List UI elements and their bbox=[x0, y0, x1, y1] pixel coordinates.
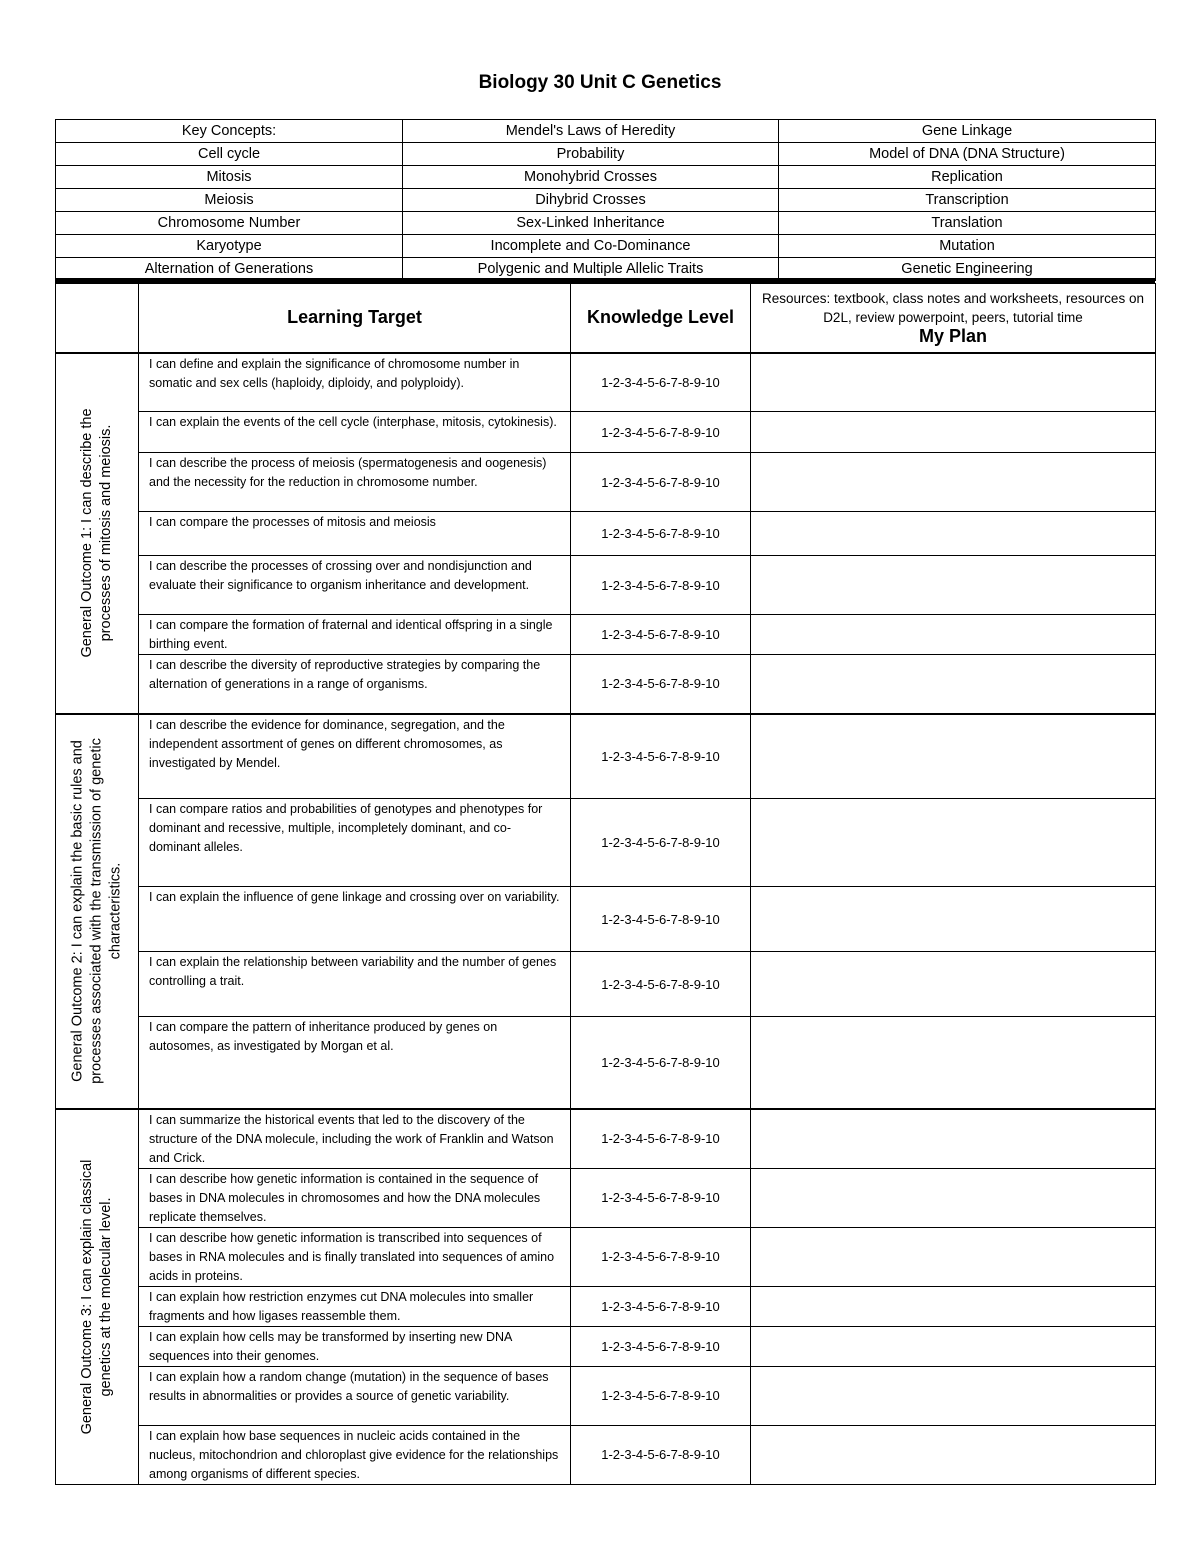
learning-target-text: I can describe the evidence for dominance, segregation, and the independent assortment of genes on different chromosomes, as investigated by Mendel. bbox=[139, 714, 571, 799]
my-plan-cell[interactable] bbox=[751, 512, 1156, 556]
learning-target-row bbox=[56, 655, 1156, 714]
learning-target-row bbox=[56, 556, 1156, 615]
knowledge-level-scale: 1-2-3-4-5-6-7-8-9-10 bbox=[571, 1425, 751, 1484]
key-concepts-row bbox=[56, 212, 1156, 235]
knowledge-level-scale: 1-2-3-4-5-6-7-8-9-10 bbox=[571, 453, 751, 512]
key-concept-cell: Genetic Engineering bbox=[779, 258, 1156, 281]
my-plan-cell[interactable] bbox=[751, 556, 1156, 615]
learning-target-row bbox=[56, 952, 1156, 1017]
knowledge-level-scale: 1-2-3-4-5-6-7-8-9-10 bbox=[571, 353, 751, 412]
resources-header-cell bbox=[751, 284, 1156, 353]
my-plan-cell[interactable] bbox=[751, 1168, 1156, 1227]
my-plan-cell[interactable] bbox=[751, 353, 1156, 412]
key-concept-cell: Key Concepts: bbox=[56, 120, 403, 143]
my-plan-cell[interactable] bbox=[751, 1326, 1156, 1366]
key-concept-cell: Meiosis bbox=[56, 189, 403, 212]
knowledge-level-scale: 1-2-3-4-5-6-7-8-9-10 bbox=[571, 1109, 751, 1169]
my-plan-cell[interactable] bbox=[751, 1017, 1156, 1109]
key-concept-cell: Mutation bbox=[779, 235, 1156, 258]
learning-target-text: I can compare the pattern of inheritance produced by genes on autosomes, as investigated by Morgan et al. bbox=[139, 1017, 571, 1109]
key-concepts-row bbox=[56, 166, 1156, 189]
key-concept-cell: Mitosis bbox=[56, 166, 403, 189]
learning-target-text: I can explain how a random change (mutation) in the sequence of bases results in abnormalities or provides a source of genetic variability. bbox=[139, 1366, 571, 1425]
learning-target-row bbox=[56, 1017, 1156, 1109]
learning-target-row bbox=[56, 1326, 1156, 1366]
learning-target-row bbox=[56, 1109, 1156, 1169]
general-outcome-label: General Outcome 3: I can explain classical genetics at the molecular level. bbox=[79, 1159, 114, 1434]
general-outcome-label: General Outcome 1: I can describe the processes of mitosis and meiosis. bbox=[79, 408, 114, 658]
key-concepts-row bbox=[56, 143, 1156, 166]
knowledge-level-scale: 1-2-3-4-5-6-7-8-9-10 bbox=[571, 1286, 751, 1326]
learning-target-row bbox=[56, 1227, 1156, 1286]
general-outcome-label: General Outcome 2: I can explain the basic rules and processes associated with the transmission of genetic characteristics. bbox=[69, 738, 124, 1084]
learning-target-row bbox=[56, 799, 1156, 887]
learning-target-text: I can explain the relationship between variability and the number of genes controlling a trait. bbox=[139, 952, 571, 1017]
learning-target-row bbox=[56, 353, 1156, 412]
my-plan-cell[interactable] bbox=[751, 1109, 1156, 1169]
key-concept-cell: Translation bbox=[779, 212, 1156, 235]
key-concept-cell: Incomplete and Co-Dominance bbox=[403, 235, 779, 258]
knowledge-level-scale: 1-2-3-4-5-6-7-8-9-10 bbox=[571, 1326, 751, 1366]
key-concept-cell: Chromosome Number bbox=[56, 212, 403, 235]
learning-target-row bbox=[56, 615, 1156, 655]
general-outcome-cell bbox=[56, 353, 139, 714]
knowledge-level-scale: 1-2-3-4-5-6-7-8-9-10 bbox=[571, 655, 751, 714]
my-plan-cell[interactable] bbox=[751, 714, 1156, 799]
knowledge-level-header: Knowledge Level bbox=[571, 284, 751, 353]
my-plan-cell[interactable] bbox=[751, 615, 1156, 655]
learning-target-text: I can describe the diversity of reproductive strategies by comparing the alternation of generations in a range of organisms. bbox=[139, 655, 571, 714]
key-concepts-row bbox=[56, 235, 1156, 258]
my-plan-cell[interactable] bbox=[751, 655, 1156, 714]
learning-target-text: I can describe how genetic information is transcribed into sequences of bases in RNA molecules and is finally translated into sequences of amino acids in proteins. bbox=[139, 1227, 571, 1286]
header-blank-cell bbox=[56, 284, 139, 353]
key-concept-cell: Transcription bbox=[779, 189, 1156, 212]
key-concept-cell: Gene Linkage bbox=[779, 120, 1156, 143]
knowledge-level-scale: 1-2-3-4-5-6-7-8-9-10 bbox=[571, 512, 751, 556]
key-concepts-row bbox=[56, 189, 1156, 212]
my-plan-cell[interactable] bbox=[751, 952, 1156, 1017]
learning-target-text: I can describe how genetic information is contained in the sequence of bases in DNA molecules in chromosomes and how the DNA molecules replicate themselves. bbox=[139, 1168, 571, 1227]
learning-target-text: I can compare the formation of fraternal and identical offspring in a single birthing event. bbox=[139, 615, 571, 655]
learning-target-row bbox=[56, 412, 1156, 453]
key-concept-cell: Monohybrid Crosses bbox=[403, 166, 779, 189]
knowledge-level-scale: 1-2-3-4-5-6-7-8-9-10 bbox=[571, 556, 751, 615]
knowledge-level-scale: 1-2-3-4-5-6-7-8-9-10 bbox=[571, 887, 751, 952]
learning-target-text: I can explain how cells may be transformed by inserting new DNA sequences into their genomes. bbox=[139, 1326, 571, 1366]
my-plan-cell[interactable] bbox=[751, 1366, 1156, 1425]
key-concept-cell: Polygenic and Multiple Allelic Traits bbox=[403, 258, 779, 281]
knowledge-level-scale: 1-2-3-4-5-6-7-8-9-10 bbox=[571, 952, 751, 1017]
knowledge-level-scale: 1-2-3-4-5-6-7-8-9-10 bbox=[571, 714, 751, 799]
learning-target-header: Learning Target bbox=[139, 284, 571, 353]
key-concept-cell: Karyotype bbox=[56, 235, 403, 258]
learning-target-text: I can explain the events of the cell cycle (interphase, mitosis, cytokinesis). bbox=[139, 412, 571, 453]
key-concepts-table bbox=[55, 119, 1156, 281]
key-concepts-row bbox=[56, 120, 1156, 143]
learning-target-text: I can define and explain the significance of chromosome number in somatic and sex cells (haploidy, diploidy, and polyploidy). bbox=[139, 353, 571, 412]
learning-target-row bbox=[56, 1168, 1156, 1227]
learning-target-text: I can describe the processes of crossing over and nondisjunction and evaluate their significance to organism inheritance and development. bbox=[139, 556, 571, 615]
learning-target-text: I can summarize the historical events that led to the discovery of the structure of the DNA molecule, including the work of Franklin and Watson and Crick. bbox=[139, 1109, 571, 1169]
key-concept-cell: Probability bbox=[403, 143, 779, 166]
learning-target-text: I can explain the influence of gene linkage and crossing over on variability. bbox=[139, 887, 571, 952]
my-plan-cell[interactable] bbox=[751, 1227, 1156, 1286]
key-concept-cell: Cell cycle bbox=[56, 143, 403, 166]
knowledge-level-scale: 1-2-3-4-5-6-7-8-9-10 bbox=[571, 615, 751, 655]
knowledge-level-scale: 1-2-3-4-5-6-7-8-9-10 bbox=[571, 1227, 751, 1286]
learning-target-text: I can explain how restriction enzymes cut DNA molecules into smaller fragments and how ligases reassemble them. bbox=[139, 1286, 571, 1326]
key-concept-cell: Alternation of Generations bbox=[56, 258, 403, 281]
key-concept-cell: Replication bbox=[779, 166, 1156, 189]
learning-target-text: I can compare ratios and probabilities of genotypes and phenotypes for dominant and recessive, multiple, incompletely dominant, and co-dominant alleles. bbox=[139, 799, 571, 887]
knowledge-level-scale: 1-2-3-4-5-6-7-8-9-10 bbox=[571, 799, 751, 887]
resources-text: Resources: textbook, class notes and worksheets, resources on D2L, review powerpoint, peers, tutorial time bbox=[762, 291, 1144, 326]
key-concept-cell: Sex-Linked Inheritance bbox=[403, 212, 779, 235]
general-outcome-cell bbox=[56, 714, 139, 1109]
learning-target-row bbox=[56, 1286, 1156, 1326]
learning-target-text: I can compare the processes of mitosis and meiosis bbox=[139, 512, 571, 556]
my-plan-cell[interactable] bbox=[751, 453, 1156, 512]
key-concept-cell: Model of DNA (DNA Structure) bbox=[779, 143, 1156, 166]
learning-target-text: I can explain how base sequences in nucleic acids contained in the nucleus, mitochondrion and chloroplast give evidence for the relationships among organisms of different species. bbox=[139, 1425, 571, 1484]
my-plan-cell[interactable] bbox=[751, 412, 1156, 453]
header-row bbox=[56, 284, 1156, 353]
document-title: Biology 30 Unit C Genetics bbox=[478, 72, 722, 93]
my-plan-cell[interactable] bbox=[751, 1425, 1156, 1484]
knowledge-level-scale: 1-2-3-4-5-6-7-8-9-10 bbox=[571, 1168, 751, 1227]
my-plan-header: My Plan bbox=[918, 326, 988, 347]
knowledge-level-scale: 1-2-3-4-5-6-7-8-9-10 bbox=[571, 1366, 751, 1425]
learning-target-row bbox=[56, 1425, 1156, 1484]
my-plan-cell[interactable] bbox=[751, 799, 1156, 887]
my-plan-cell[interactable] bbox=[751, 1286, 1156, 1326]
knowledge-level-scale: 1-2-3-4-5-6-7-8-9-10 bbox=[571, 1017, 751, 1109]
learning-target-row bbox=[56, 887, 1156, 952]
general-outcome-cell bbox=[56, 1109, 139, 1485]
learning-targets-table bbox=[55, 283, 1156, 1485]
learning-target-text: I can describe the process of meiosis (spermatogenesis and oogenesis) and the necessity for the reduction in chromosome number. bbox=[139, 453, 571, 512]
key-concept-cell: Mendel's Laws of Heredity bbox=[403, 120, 779, 143]
key-concept-cell: Dihybrid Crosses bbox=[403, 189, 779, 212]
learning-target-row bbox=[56, 1366, 1156, 1425]
my-plan-cell[interactable] bbox=[751, 887, 1156, 952]
learning-target-row bbox=[56, 512, 1156, 556]
learning-target-row bbox=[56, 453, 1156, 512]
knowledge-level-scale: 1-2-3-4-5-6-7-8-9-10 bbox=[571, 412, 751, 453]
learning-target-row bbox=[56, 714, 1156, 799]
